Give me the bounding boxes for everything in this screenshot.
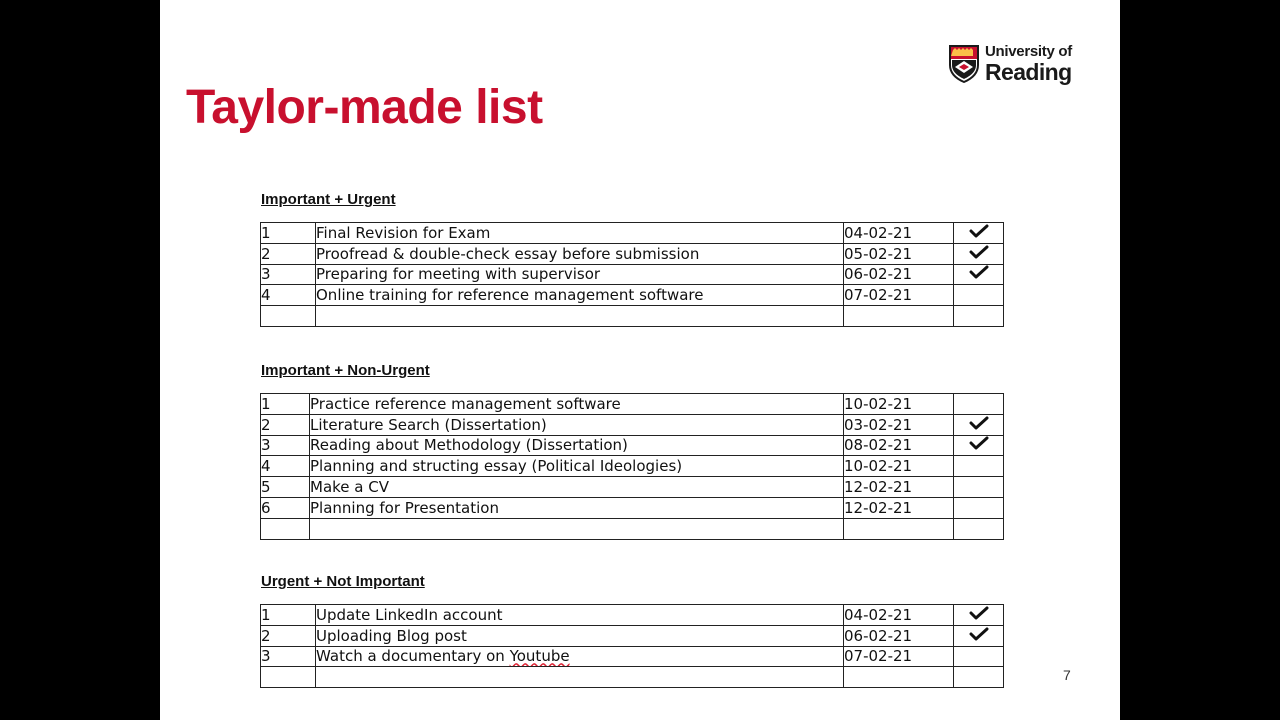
done-cell xyxy=(954,243,1004,264)
logo-line-2: Reading xyxy=(985,59,1072,85)
task-date xyxy=(844,306,954,327)
section-heading: Important + Non-Urgent xyxy=(261,362,430,379)
checkmark-icon xyxy=(969,265,989,279)
task-date: 06-02-21 xyxy=(844,625,954,646)
section-heading: Important + Urgent xyxy=(261,191,396,208)
row-number: 6 xyxy=(261,497,310,518)
task-text: Proofread & double-check essay before submission xyxy=(316,243,844,264)
table-row xyxy=(261,264,1004,285)
done-cell xyxy=(954,497,1004,518)
table-row xyxy=(261,394,1004,415)
task-date: 06-02-21 xyxy=(844,264,954,285)
task-date: 03-02-21 xyxy=(844,414,954,435)
row-number xyxy=(261,518,310,539)
row-number: 1 xyxy=(261,394,310,415)
done-cell xyxy=(954,306,1004,327)
task-text xyxy=(316,667,844,688)
row-number: 3 xyxy=(261,646,316,667)
task-text: Uploading Blog post xyxy=(316,625,844,646)
table-row xyxy=(261,605,1004,626)
row-number: 3 xyxy=(261,264,316,285)
task-date: 04-02-21 xyxy=(844,223,954,244)
checkmark-icon xyxy=(969,245,989,259)
university-logo xyxy=(949,44,1072,84)
table-row xyxy=(261,625,1004,646)
row-number xyxy=(261,306,316,327)
section-heading: Urgent + Not Important xyxy=(261,573,425,590)
row-number: 5 xyxy=(261,477,310,498)
row-number: 2 xyxy=(261,243,316,264)
row-number: 4 xyxy=(261,285,316,306)
task-date: 12-02-21 xyxy=(844,477,954,498)
task-text: Watch a documentary on Youtube xyxy=(316,646,844,667)
checkmark-icon xyxy=(969,416,989,430)
task-table xyxy=(260,222,1004,327)
logo-line-1: University of xyxy=(985,43,1072,60)
done-cell xyxy=(954,518,1004,539)
task-text: Preparing for meeting with supervisor xyxy=(316,264,844,285)
done-cell xyxy=(954,646,1004,667)
done-cell xyxy=(954,477,1004,498)
task-text xyxy=(316,306,844,327)
task-date: 04-02-21 xyxy=(844,605,954,626)
task-date: 10-02-21 xyxy=(844,456,954,477)
row-number xyxy=(261,667,316,688)
task-date: 07-02-21 xyxy=(844,646,954,667)
checkmark-icon xyxy=(969,627,989,641)
done-cell xyxy=(954,625,1004,646)
task-text xyxy=(310,518,844,539)
table-row xyxy=(261,497,1004,518)
table-row xyxy=(261,285,1004,306)
task-date xyxy=(844,518,954,539)
table-row xyxy=(261,646,1004,667)
done-cell xyxy=(954,223,1004,244)
row-number: 2 xyxy=(261,414,310,435)
crest-icon xyxy=(949,45,979,83)
task-text: Final Revision for Exam xyxy=(316,223,844,244)
done-cell xyxy=(954,667,1004,688)
table-row xyxy=(261,477,1004,498)
task-date: 05-02-21 xyxy=(844,243,954,264)
row-number: 1 xyxy=(261,605,316,626)
task-text: Reading about Methodology (Dissertation) xyxy=(310,435,844,456)
task-text: Literature Search (Dissertation) xyxy=(310,414,844,435)
table-row xyxy=(261,435,1004,456)
checkmark-icon xyxy=(969,436,989,450)
done-cell xyxy=(954,456,1004,477)
task-text: Practice reference management software xyxy=(310,394,844,415)
task-date: 07-02-21 xyxy=(844,285,954,306)
done-cell xyxy=(954,394,1004,415)
slide xyxy=(160,0,1120,720)
table-row xyxy=(261,243,1004,264)
done-cell xyxy=(954,285,1004,306)
task-table xyxy=(260,604,1004,688)
table-row xyxy=(261,456,1004,477)
row-number: 2 xyxy=(261,625,316,646)
table-row-empty xyxy=(261,667,1004,688)
row-number: 1 xyxy=(261,223,316,244)
table-row-empty xyxy=(261,306,1004,327)
task-date: 08-02-21 xyxy=(844,435,954,456)
task-date xyxy=(844,667,954,688)
task-text: Planning and structing essay (Political Ideologies) xyxy=(310,456,844,477)
row-number: 3 xyxy=(261,435,310,456)
table-row-empty xyxy=(261,518,1004,539)
table-row xyxy=(261,223,1004,244)
page-number: 7 xyxy=(1063,667,1071,683)
checkmark-icon xyxy=(969,606,989,620)
row-number: 4 xyxy=(261,456,310,477)
task-date: 10-02-21 xyxy=(844,394,954,415)
done-cell xyxy=(954,264,1004,285)
task-date: 12-02-21 xyxy=(844,497,954,518)
table-row xyxy=(261,414,1004,435)
done-cell xyxy=(954,605,1004,626)
done-cell xyxy=(954,414,1004,435)
checkmark-icon xyxy=(969,224,989,238)
task-text: Make a CV xyxy=(310,477,844,498)
spellcheck-word: Youtube xyxy=(509,647,570,666)
task-table xyxy=(260,393,1004,540)
task-text: Planning for Presentation xyxy=(310,497,844,518)
task-text: Online training for reference management software xyxy=(316,285,844,306)
task-text: Update LinkedIn account xyxy=(316,605,844,626)
done-cell xyxy=(954,435,1004,456)
slide-title: Taylor-made list xyxy=(186,81,543,134)
